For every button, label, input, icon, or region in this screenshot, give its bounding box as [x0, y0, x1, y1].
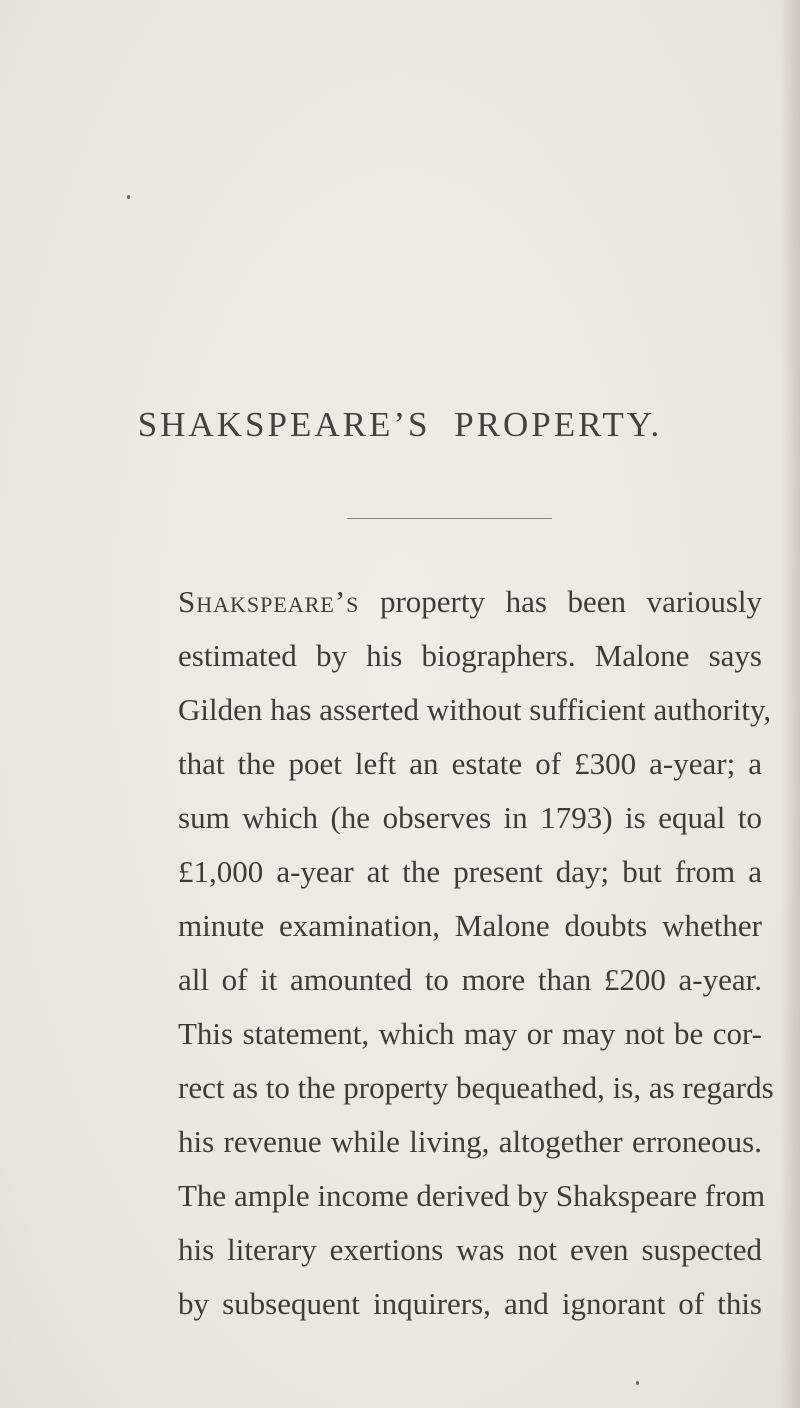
text-line-12: The ample income derived by Shakspeare from [178, 1178, 766, 1213]
opening-word: Shakspeare’s [178, 584, 360, 619]
paper-speck [636, 1381, 639, 1385]
paper-speck [127, 195, 130, 199]
text-line-3: Gilden has asserted without sufficient authority, [178, 692, 772, 727]
text-line-5: sum which (he observes in 1793) is equal to [178, 800, 762, 835]
text-line-2: estimated by his biographers. Malone says [178, 638, 762, 673]
body-paragraph [178, 575, 774, 1331]
text-line-11: his revenue while living, altogether erroneous. [178, 1124, 762, 1159]
text-line-7: minute examination, Malone doubts whether [178, 908, 762, 943]
text-line-4: that the poet left an estate of £300 a-year; a [178, 746, 762, 781]
title-divider [347, 518, 552, 519]
text-line-8: all of it amounted to more than £200 a-year. [178, 962, 762, 997]
text-line-13: his literary exertions was not even suspected [178, 1232, 762, 1267]
text-line-14: by subsequent inquirers, and ignorant of this [178, 1286, 762, 1321]
text-line-10: rect as to the property bequeathed, is, as regards [178, 1070, 774, 1105]
text-line-6: £1,000 a-year at the present day; but from a [178, 854, 762, 889]
chapter-title: SHAKSPEARE’S PROPERTY. [137, 405, 663, 444]
text-line-1: Shakspeare’s property has been variously [178, 584, 762, 619]
text-line-9: This statement, which may or may not be cor- [178, 1016, 762, 1051]
